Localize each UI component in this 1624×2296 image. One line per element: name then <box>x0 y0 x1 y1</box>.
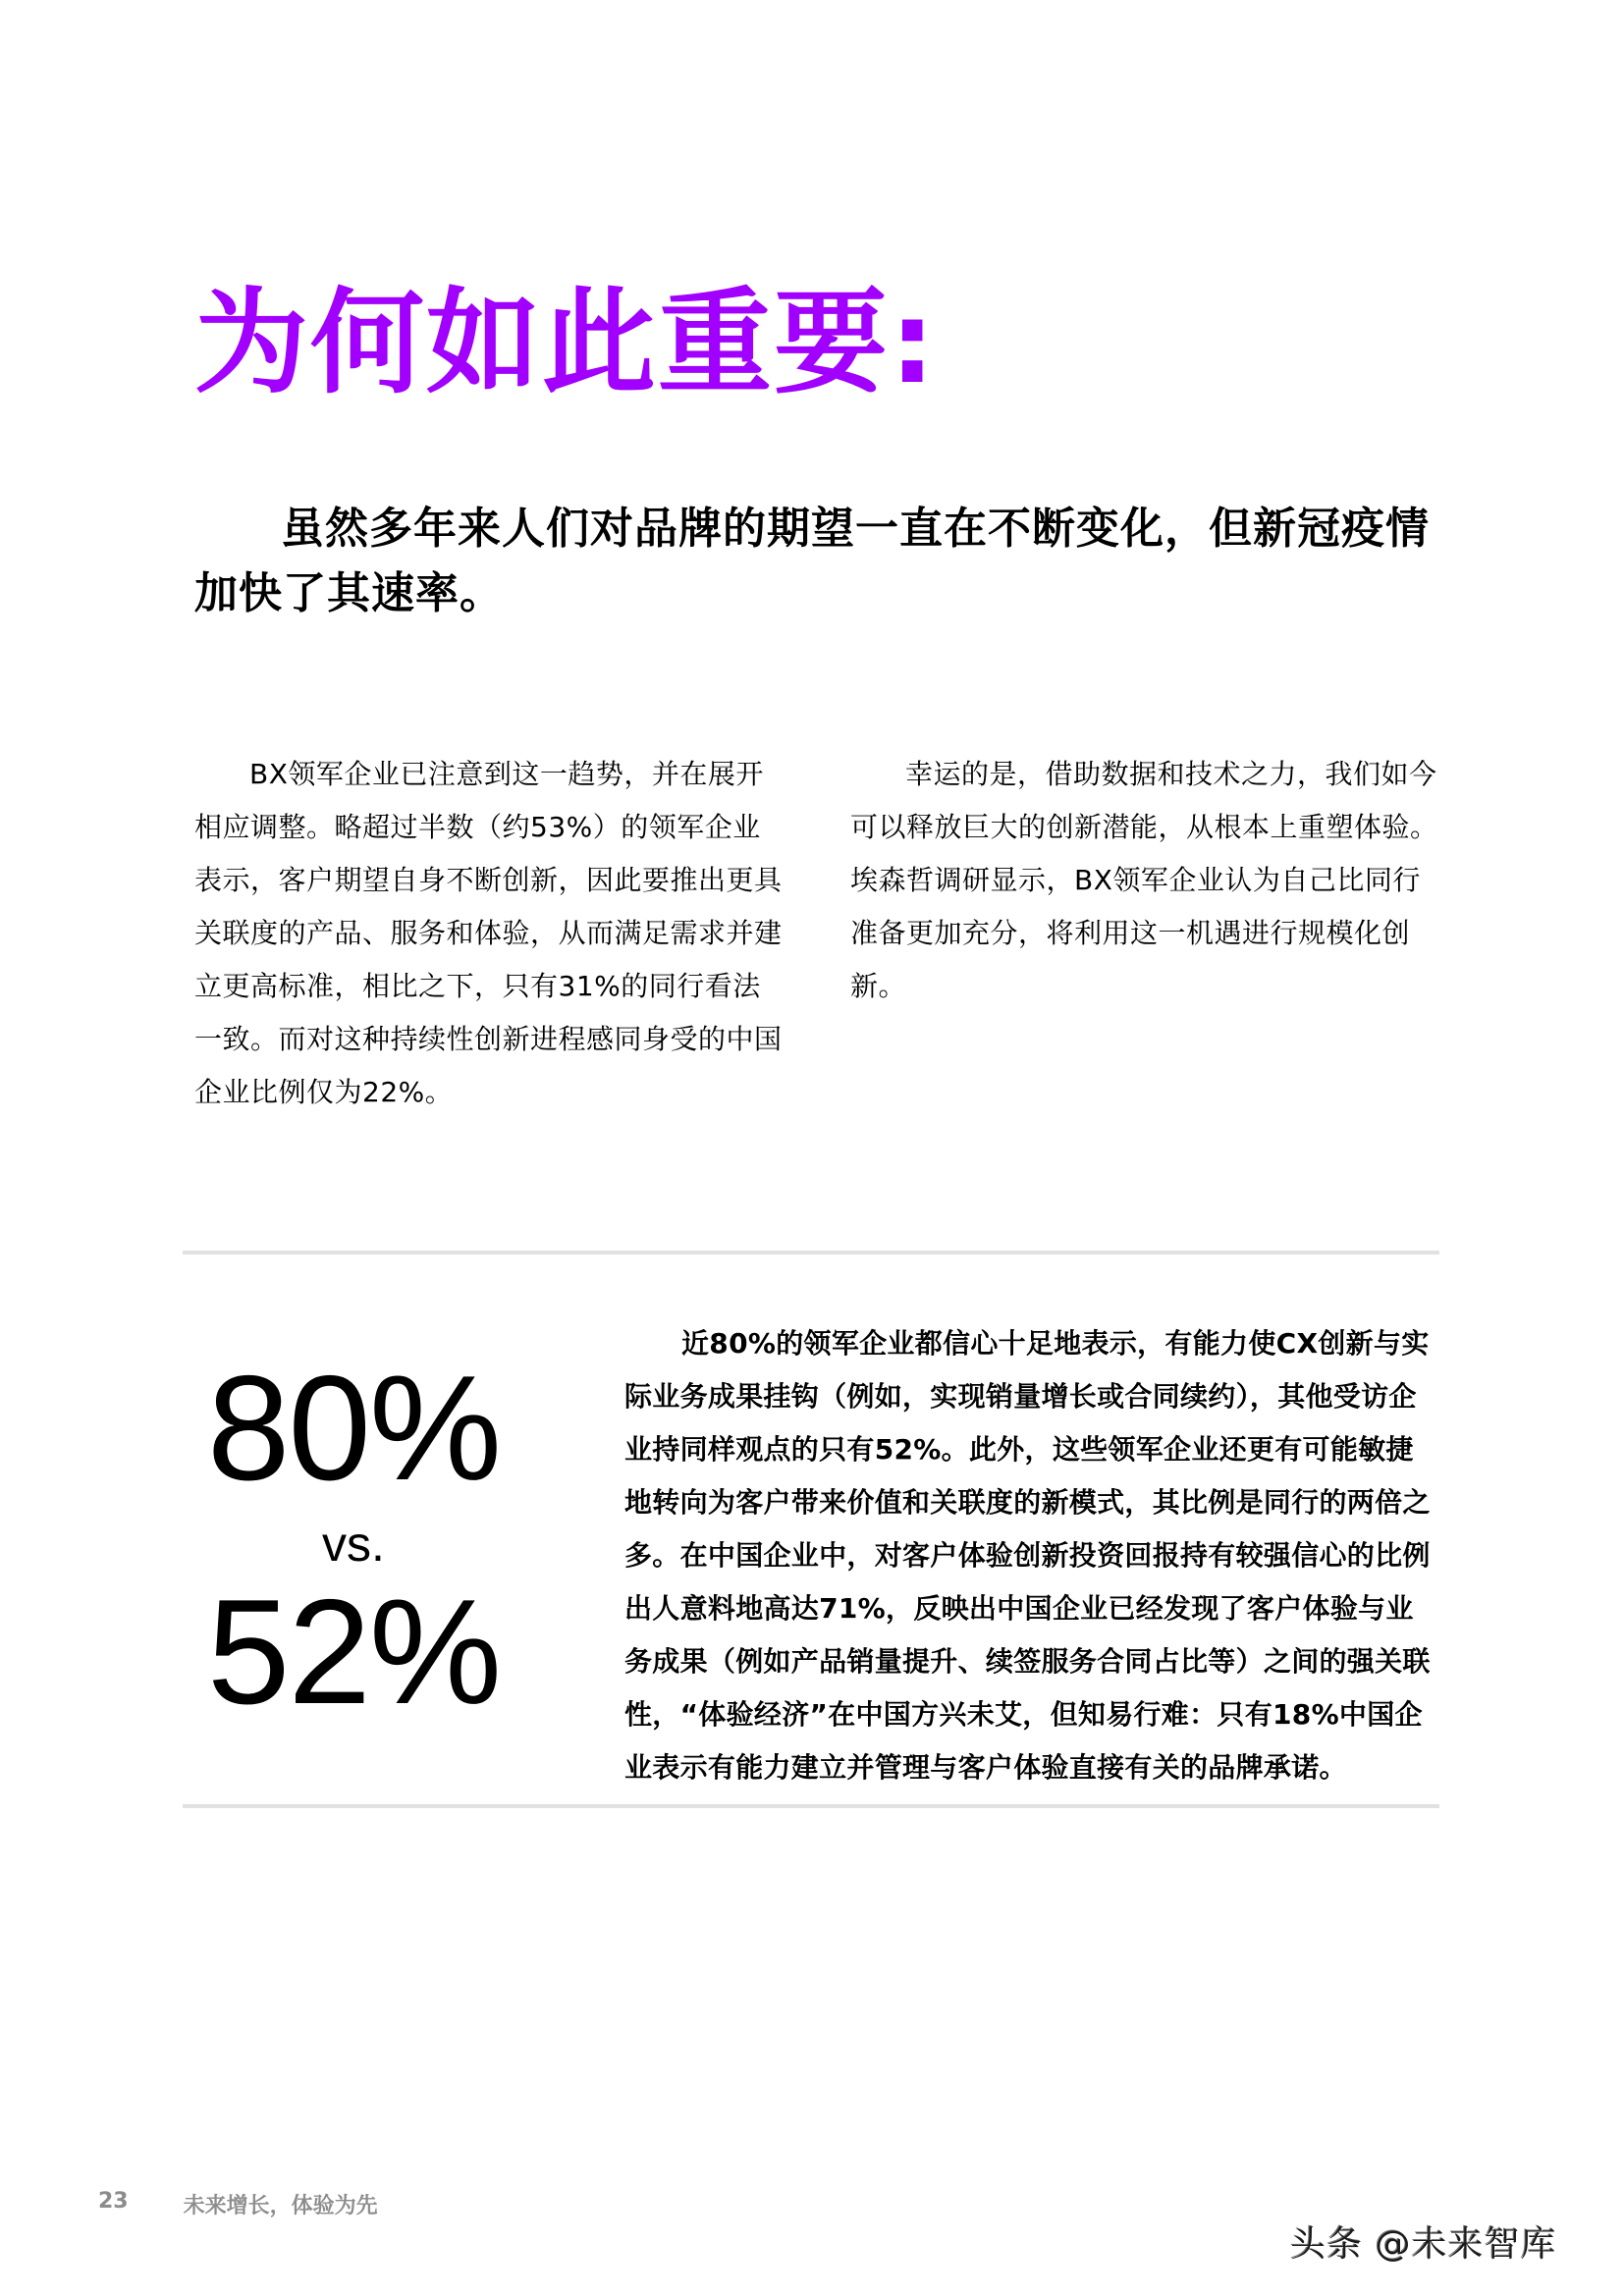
stat-vs-label: vs. <box>322 1517 385 1572</box>
watermark: 头条 @未来智库 <box>1290 2224 1557 2265</box>
stat-body-text: 近80%的领军企业都信心十足地表示，有能力使CX创新与实际业务成果挂钩（例如，实现销量增长或合同续约），其他受访企业持同样观点的只有52%。此外，这些领军企业还更有可能敏捷地转向为客户带来价值和关联度的新模式，其比例是同行的两倍之多。在中国企业中，对客户体验创新投资回报持有较强信心的比例出人意料地高达71%，反映出中国企业已经发现了客户体验与业务成果（例如产品销量提升、续签服务合同占比等）之间的强关联性，“体验经济”在中国方兴未艾，但知易行难：只有18%中国企业表示有能力建立并管理与客户体验直接有关的品牌承诺。 <box>624 1327 1431 1784</box>
stat-value-leaders: 80% <box>206 1345 501 1512</box>
divider-bottom <box>183 1804 1439 1808</box>
page-footer <box>98 2189 378 2219</box>
page-title: 为何如此重要: <box>194 277 938 409</box>
stat-value-others: 52% <box>206 1569 501 1735</box>
report-title: 未来增长，体验为先 <box>183 2194 378 2218</box>
page-number: 23 <box>98 2189 129 2214</box>
body-column-right: 幸运的是，借助数据和技术之力，我们如今可以释放巨大的创新潜能，从根本上重塑体验。埃森哲调研显示，BX领军企业认为自己比同行准备更加充分，将利用这一机遇进行规模化创新。 <box>850 758 1438 1002</box>
body-column-left: BX领军企业已注意到这一趋势，并在展开相应调整。略超过半数（约53%）的领军企业表示，客户期望自身不断创新，因此要推出更具关联度的产品、服务和体验，从而满足需求并建立更高标准，相比之下，只有31%的同行看法一致。而对这种持续性创新进程感同身受的中国企业比例仅为22%。 <box>194 758 783 1108</box>
divider-top <box>183 1251 1439 1255</box>
lead-paragraph: 虽然多年来人们对品牌的期望一直在不断变化，但新冠疫情加快了其速率。 <box>194 504 1430 618</box>
stat-comparison <box>187 1345 520 1735</box>
